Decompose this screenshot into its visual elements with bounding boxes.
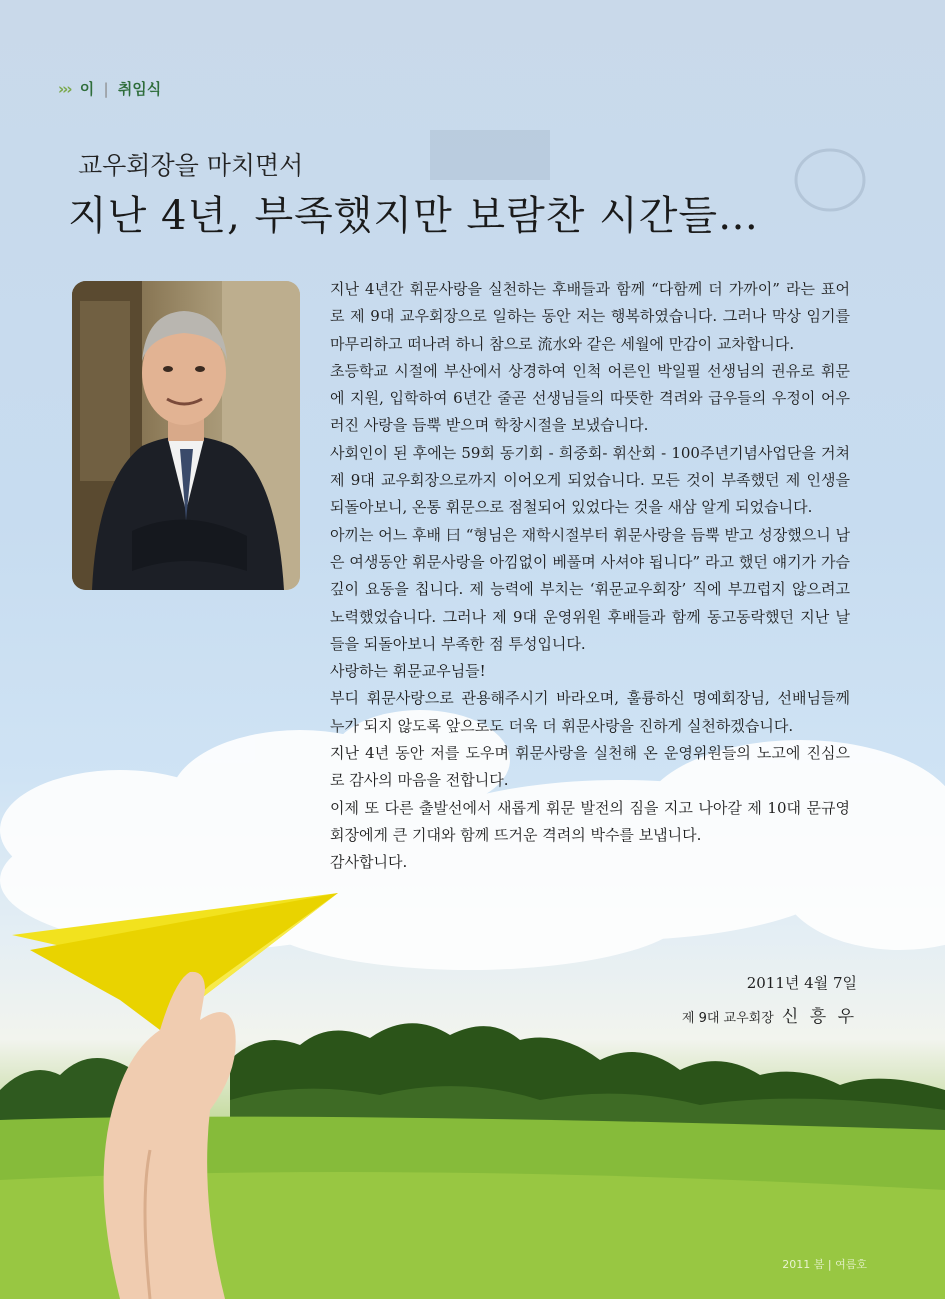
page-footer: 2011 봄 | 여름호 <box>782 1258 867 1271</box>
section-number: 이 <box>79 80 95 98</box>
paragraph: 초등학교 시절에 부산에서 상경하여 인척 어른인 박일필 선생님의 권유로 휘문에 지원, 입학하여 6년간 줄곧 선생님들의 따뜻한 격려와 급우들의 우정이 어우러진 사랑을 듬뿍 받으며 학창시절을 보냈습니다. <box>330 361 850 435</box>
article-subtitle: 교우회장을 마치면서 <box>78 151 304 180</box>
letter-date: 2011년 4월 7일 <box>746 974 857 992</box>
paragraph: 이제 또 다른 출발선에서 새롭게 휘문 발전의 짐을 지고 나아갈 제 10대 문규영 회장에게 큰 기대와 함께 뜨거운 격려의 박수를 보냅니다. <box>330 798 850 844</box>
section-label <box>58 78 161 99</box>
paragraph: 부디 휘문사랑으로 관용해주시기 바라오며, 훌륭하신 명예회장님, 선배님들께 누가 되지 않도록 앞으로도 더욱 더 휘문사랑을 진하게 실천하겠습니다. <box>330 689 850 735</box>
section-name: 취임식 <box>117 80 162 98</box>
paragraph: 지난 4년간 휘문사랑을 실천하는 후배들과 함께 “다함께 더 가까이” 라는 표어로 제 9대 교우회장으로 일하는 동안 저는 행복하였습니다. 그러나 막상 임기를 마무리하고 떠나려 하니 참으로 流水와 같은 세월에 만감이 교차합니다. <box>330 280 850 353</box>
paragraph: 사회인이 된 후에는 59회 동기회 - 희중회- 휘산회 - 100주년기념사업단을 거쳐 제 9대 교우회장으로까지 이어오게 되었습니다. 모든 것이 부족했던 제 인생을 되돌아보니, 온통 휘문으로 점철되어 있었다는 것을 새삼 알게 되었습니다. <box>330 443 850 517</box>
paragraph: 지난 4년 동안 저를 도우며 휘문사랑을 실천해 온 운영위원들의 노고에 진심으로 감사의 마음을 전합니다. <box>330 744 850 790</box>
section-separator: | <box>103 80 109 98</box>
signature-role: 제 9대 교우회장 <box>681 1011 774 1026</box>
signature <box>682 1002 857 1027</box>
chevron-icon: ››› <box>58 80 71 98</box>
signature-name: 신 흥 우 <box>781 1007 857 1027</box>
article-title: 지난 4년, 부족했지만 보람찬 시간들… <box>68 193 759 239</box>
paragraph: 사랑하는 휘문교우님들! <box>330 662 486 681</box>
author-photo <box>72 281 300 590</box>
article-body <box>330 276 850 877</box>
paragraph: 감사합니다. <box>330 853 408 872</box>
portrait-illustration <box>72 281 300 590</box>
paragraph: 아끼는 어느 후배 曰 “형님은 재학시절부터 휘문사랑을 듬뿍 받고 성장했으니 남은 여생동안 휘문사랑을 아낌없이 베풀며 사셔야 됩니다” 라고 했던 얘기가 가슴 깊이 요동을 칩니다. 제 능력에 부치는 ‘휘문교우회장’ 직에 부끄럽지 않으려고 노력했었습니다. 그러나 제 9대 운영위원 후배들과 함께 동고동락했던 지난 날들을 되돌아보니 부족한 점 투성입니다. <box>330 525 850 653</box>
